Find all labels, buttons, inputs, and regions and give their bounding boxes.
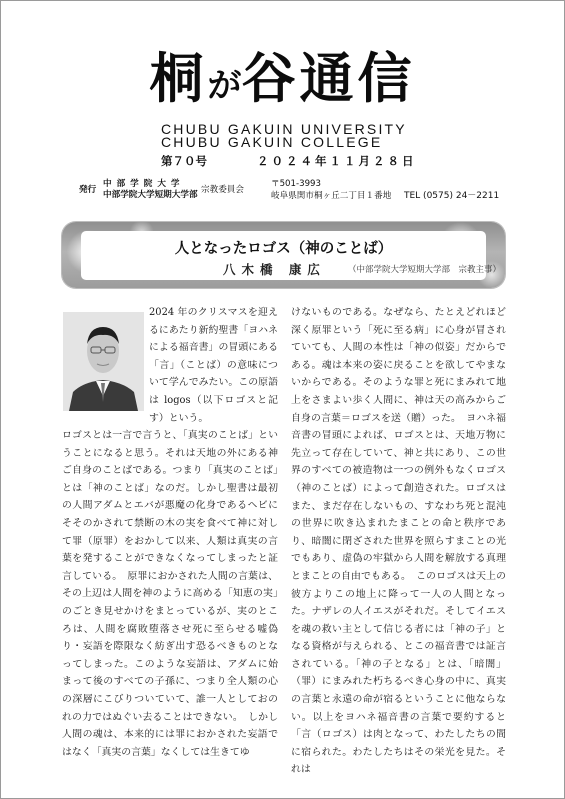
issue-number: 第７０号 bbox=[161, 154, 207, 168]
issue-info bbox=[161, 153, 417, 169]
publisher-dept: 宗教委員会 bbox=[201, 185, 244, 195]
publisher-orgs: 中 部 学 院 大 学 中部学院大学短期大学部 bbox=[103, 179, 198, 200]
author-photo bbox=[63, 312, 144, 411]
article-banner bbox=[62, 222, 505, 288]
article-col1-top: 2024 年のクリスマスを迎えるにあたり新約聖書「ヨハネによる福音書」の冒頭にある「言」（ことば）の意味について学んでみたい。この原語は logos（以下ロゴスと記す）という。 bbox=[149, 307, 278, 424]
article-title: 人となったロゴス（神のことば） bbox=[174, 241, 393, 257]
publisher-tel: TEL (0575) 24－2211 bbox=[404, 191, 500, 201]
university-names bbox=[161, 123, 407, 149]
publisher-label: 発行 bbox=[79, 185, 97, 195]
university-name: CHUBU GAKUIN UNIVERSITY bbox=[161, 121, 407, 137]
article-col2: けないものである。なぜなら、たとえどれほど深く原罪という「死に至る病」に心身が冒されていても、人間の本性は「神の似姿」だからである。魂は本来の姿に戻ることを欲してやまないからである。そのような罪と死にまみれて地上をさまよい歩く人間に、神は天の高みからご自身の言葉＝ロゴスを送（贈）った。 ヨハネ福音書の冒頭によれば、ロゴスとは、天地万物に先立って存在していて、神と共にあり、この世界のすべての被造物は一つの例外もなくロゴス（神のことば）によって創造された。ロゴスはまた、まだ存在しないもの、すなわち死と混沌の世界に吹き込まれたまことの命と秩序であり、暗闇に閉ざされた世界を照らすまことの光でもあり、虚偽の牢獄から人間を解放する真理とまことの自由でもある。 このロゴスは天上の彼方よりこの地上に降って一人の人間となった。ナザレの人イエスがそれだ。そしてイエスを魂の救い主として信じる者には「神の子」となる資格が与えられる、とこの福音書では証言されている。「神の子となる」とは、「暗闇」（罪）にまみれた朽ちるべき心身の中に、真実の言葉と永遠の命が宿るということに他ならない。以上をヨハネ福音書の言葉で要約すると「言（ロゴス）は肉となって、わたしたちの間に宿られた。わたしたちはその栄光を見た。それは bbox=[291, 307, 506, 776]
article-author: 八木橋 康広 bbox=[223, 262, 326, 277]
masthead-title: 桐が谷通信 bbox=[149, 47, 416, 110]
issue-date: ２０２４年１１月２８日 bbox=[257, 154, 417, 168]
publisher-postal: 〒501-3993 bbox=[271, 179, 321, 189]
banner-title-box bbox=[81, 231, 502, 280]
publisher-address: 岐阜県関市桐ヶ丘二丁目１番地 bbox=[271, 191, 392, 201]
author-affiliation: （中部学院大学短期大学部 宗教主事） bbox=[348, 265, 502, 275]
article-col1-bottom: ロゴスとは一言で言うと、「真実のことば」ということになると思う。それは天地の外にある神ご自身のことばである。つまり「真実のことば」とは「神のことば」なのだ。しかし聖書は最初の人間アダムとエバが悪魔の化身であるヘビにそそのかされて禁断の木の実を食べて神に対して罪（原罪）をおかして以来、人類は真実の言葉を発することができなくなってしまったと証言している。 原罪におかされた人間の言葉は、その上辺は人間を神のように高める「知恵の実」のごとき見せかけをまとっているが、実のところは、人間を腐敗堕落させ死に至らせる嘘偽り・妄語を際限なく紡ぎ出す恐るべきものとなってしまった。このような妄語は、アダムに始まって後のすべての子孫に、つまり全人類の心の深層にこびりついていて、誰一人としておのれの力ではぬぐい去ることはできない。 しかし人間の魂は、本来的には罪におかされた妄語ではなく「真実の言葉」なくしては生きてゆ bbox=[62, 430, 278, 758]
author-portrait-icon bbox=[63, 312, 144, 411]
college-name: CHUBU GAKUIN COLLEGE bbox=[161, 134, 383, 150]
